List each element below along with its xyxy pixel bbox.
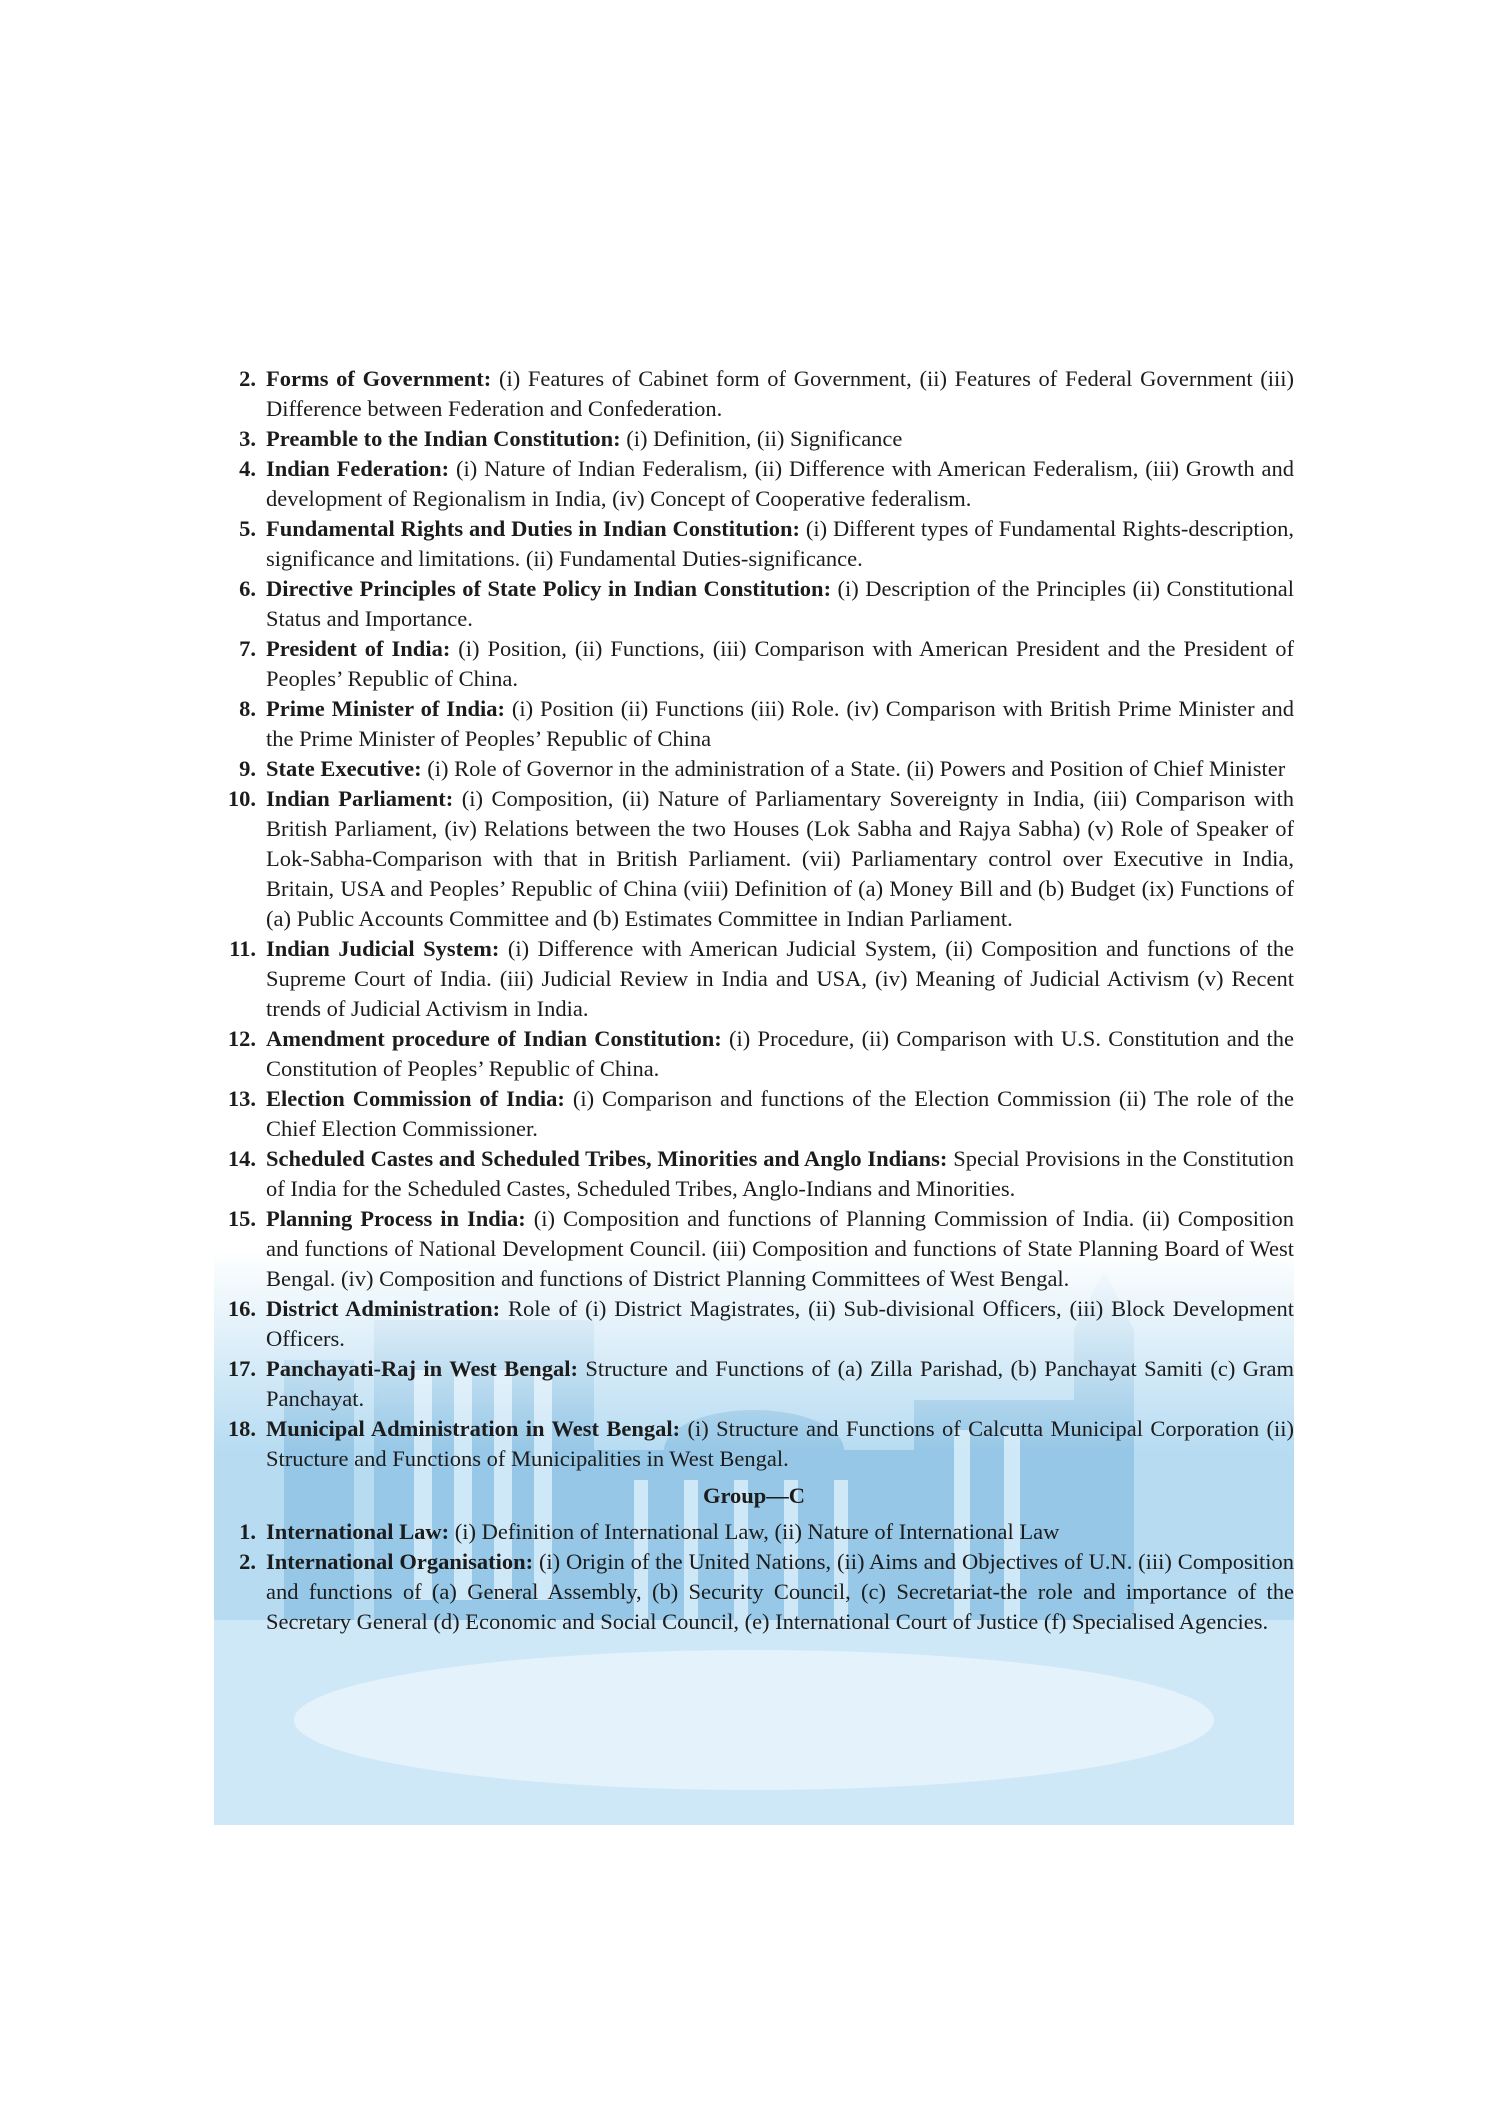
list-item <box>214 1294 1294 1354</box>
item-number: 11. <box>229 936 256 961</box>
item-text: (i) Description of the Principles (ii) Constitutional Status and Importance. <box>266 576 1294 631</box>
item-text: (i) Definition of International Law, (ii) Nature of International Law <box>449 1519 1060 1544</box>
item-title: International Organisation: <box>266 1549 534 1574</box>
list-item <box>214 1414 1294 1474</box>
item-text: Structure and Functions of (a) Zilla Parishad, (b) Panchayat Samiti (c) Gram Panchayat. <box>266 1356 1294 1411</box>
item-number: 4. <box>239 456 256 481</box>
item-number: 8. <box>239 696 256 721</box>
item-number: 2. <box>239 366 256 391</box>
item-title: Scheduled Castes and Scheduled Tribes, Minorities and Anglo Indians: <box>266 1146 948 1171</box>
item-title: President of India: <box>266 636 451 661</box>
item-number: 13. <box>227 1086 256 1111</box>
list-item <box>214 424 1294 454</box>
item-title: Forms of Government: <box>266 366 492 391</box>
item-number: 2. <box>239 1549 256 1574</box>
item-title: Prime Minister of India: <box>266 696 505 721</box>
list-item <box>214 1517 1294 1547</box>
item-number: 3. <box>239 426 256 451</box>
item-title: Municipal Administration in West Bengal: <box>266 1416 681 1441</box>
item-title: District Administration: <box>266 1296 501 1321</box>
item-title: Fundamental Rights and Duties in Indian Constitution: <box>266 516 801 541</box>
item-title: Indian Federation: <box>266 456 450 481</box>
item-text: Role of (i) District Magistrates, (ii) Sub-divisional Officers, (iii) Block Development Officers. <box>266 1296 1294 1351</box>
item-title: Directive Principles of State Policy in Indian Constitution: <box>266 576 832 601</box>
item-text: Special Provisions in the Constitution of India for the Scheduled Castes, Scheduled Tribes, Anglo-Indians and Minorities. <box>266 1146 1294 1201</box>
list-item <box>214 364 1294 424</box>
group-c-list <box>214 1517 1294 1637</box>
item-text: (i) Role of Governor in the administration of a State. (ii) Powers and Position of Chief Minister <box>421 756 1286 781</box>
item-text: (i) Definition, (ii) Significance <box>620 426 903 451</box>
item-text: (i) Structure and Functions of Calcutta Municipal Corporation (ii) Structure and Functions of Municipalities in West Bengal. <box>266 1416 1294 1471</box>
item-text: (i) Procedure, (ii) Comparison with U.S. Constitution and the Constitution of Peoples’ Republic of China. <box>266 1026 1294 1081</box>
item-text: (i) Position (ii) Functions (iii) Role. (iv) Comparison with British Prime Minister and the Prime Minister of Peoples’ Republic of China <box>266 696 1294 751</box>
item-number: 5. <box>239 516 256 541</box>
list-item <box>214 754 1294 784</box>
list-item <box>214 574 1294 634</box>
item-title: Panchayati-Raj in West Bengal: <box>266 1356 578 1381</box>
item-title: Planning Process in India: <box>266 1206 526 1231</box>
item-text: (i) Composition and functions of Planning Commission of India. (ii) Composition and functions of National Development Council. (iii) Composition and functions of State Planning Board of West Bengal. (iv) Composition and functions of District Planning Committees of West Bengal. <box>266 1206 1294 1291</box>
item-title: International Law: <box>266 1519 450 1544</box>
list-item <box>214 1204 1294 1294</box>
list-item <box>214 934 1294 1024</box>
item-text: (i) Composition, (ii) Nature of Parliamentary Sovereignty in India, (iii) Comparison with British Parliament, (iv) Relations between the two Houses (Lok Sabha and Rajya Sabha) (v) Role of Speaker of Lok-Sabha-Comparison with that in British Parliament. (vii) Parliamentary control over Executive in India, Britain, USA and Peoples’ Republic of China (viii) Definition of (a) Money Bill and (b) Budget (ix) Functions of (a) Public Accounts Committee and (b) Estimates Committee in Indian Parliament. <box>266 786 1294 931</box>
item-text: (i) Comparison and functions of the Election Commission (ii) The role of the Chief Election Commissioner. <box>266 1086 1294 1141</box>
list-item <box>214 784 1294 934</box>
item-number: 14. <box>227 1146 256 1171</box>
item-title: Election Commission of India: <box>266 1086 565 1111</box>
item-title: Indian Parliament: <box>266 786 454 811</box>
list-item <box>214 514 1294 574</box>
item-text: (i) Nature of Indian Federalism, (ii) Difference with American Federalism, (iii) Growth and development of Regionalism in India, (iv) Concept of Cooperative federalism. <box>266 456 1294 511</box>
list-item <box>214 1024 1294 1084</box>
list-item <box>214 1547 1294 1637</box>
list-item <box>214 454 1294 514</box>
list-item <box>214 634 1294 694</box>
item-number: 15. <box>227 1206 256 1231</box>
item-number: 9. <box>239 756 256 781</box>
list-item <box>214 694 1294 754</box>
item-number: 1. <box>239 1519 256 1544</box>
item-text: (i) Position, (ii) Functions, (iii) Comparison with American President and the President of Peoples’ Republic of China. <box>266 636 1294 691</box>
item-number: 17. <box>227 1356 256 1381</box>
item-number: 16. <box>227 1296 256 1321</box>
item-number: 7. <box>239 636 256 661</box>
item-title: Indian Judicial System: <box>266 936 500 961</box>
item-number: 6. <box>239 576 256 601</box>
group-b-list <box>214 364 1294 1474</box>
list-item <box>214 1084 1294 1144</box>
item-title: Amendment procedure of Indian Constitution: <box>266 1026 722 1051</box>
list-item <box>214 1354 1294 1414</box>
item-text: (i) Difference with American Judicial System, (ii) Composition and functions of the Supreme Court of India. (iii) Judicial Review in India and USA, (iv) Meaning of Judicial Activism (v) Recent trends of Judicial Activism in India. <box>266 936 1294 1021</box>
item-number: 10. <box>227 786 256 811</box>
item-text: (i) Origin of the United Nations, (ii) Aims and Objectives of U.N. (iii) Composition and functions of (a) General Assembly, (b) Security Council, (c) Secretariat-the role and importance of the Secretary General (d) Economic and Social Council, (e) International Court of Justice (f) Specialised Agencies. <box>266 1549 1294 1634</box>
syllabus-content <box>214 364 1294 1637</box>
item-title: State Executive: <box>266 756 422 781</box>
group-c-heading: Group—C <box>702 1483 806 1508</box>
item-text: (i) Different types of Fundamental Rights-description, significance and limitations. (ii) Fundamental Duties-significance. <box>266 516 1294 571</box>
item-number: 12. <box>227 1026 256 1051</box>
item-number: 18. <box>227 1416 256 1441</box>
list-item <box>214 1144 1294 1204</box>
item-text: (i) Features of Cabinet form of Government, (ii) Features of Federal Government (iii) Difference between Federation and Confederation. <box>266 366 1294 421</box>
item-title: Preamble to the Indian Constitution: <box>266 426 621 451</box>
